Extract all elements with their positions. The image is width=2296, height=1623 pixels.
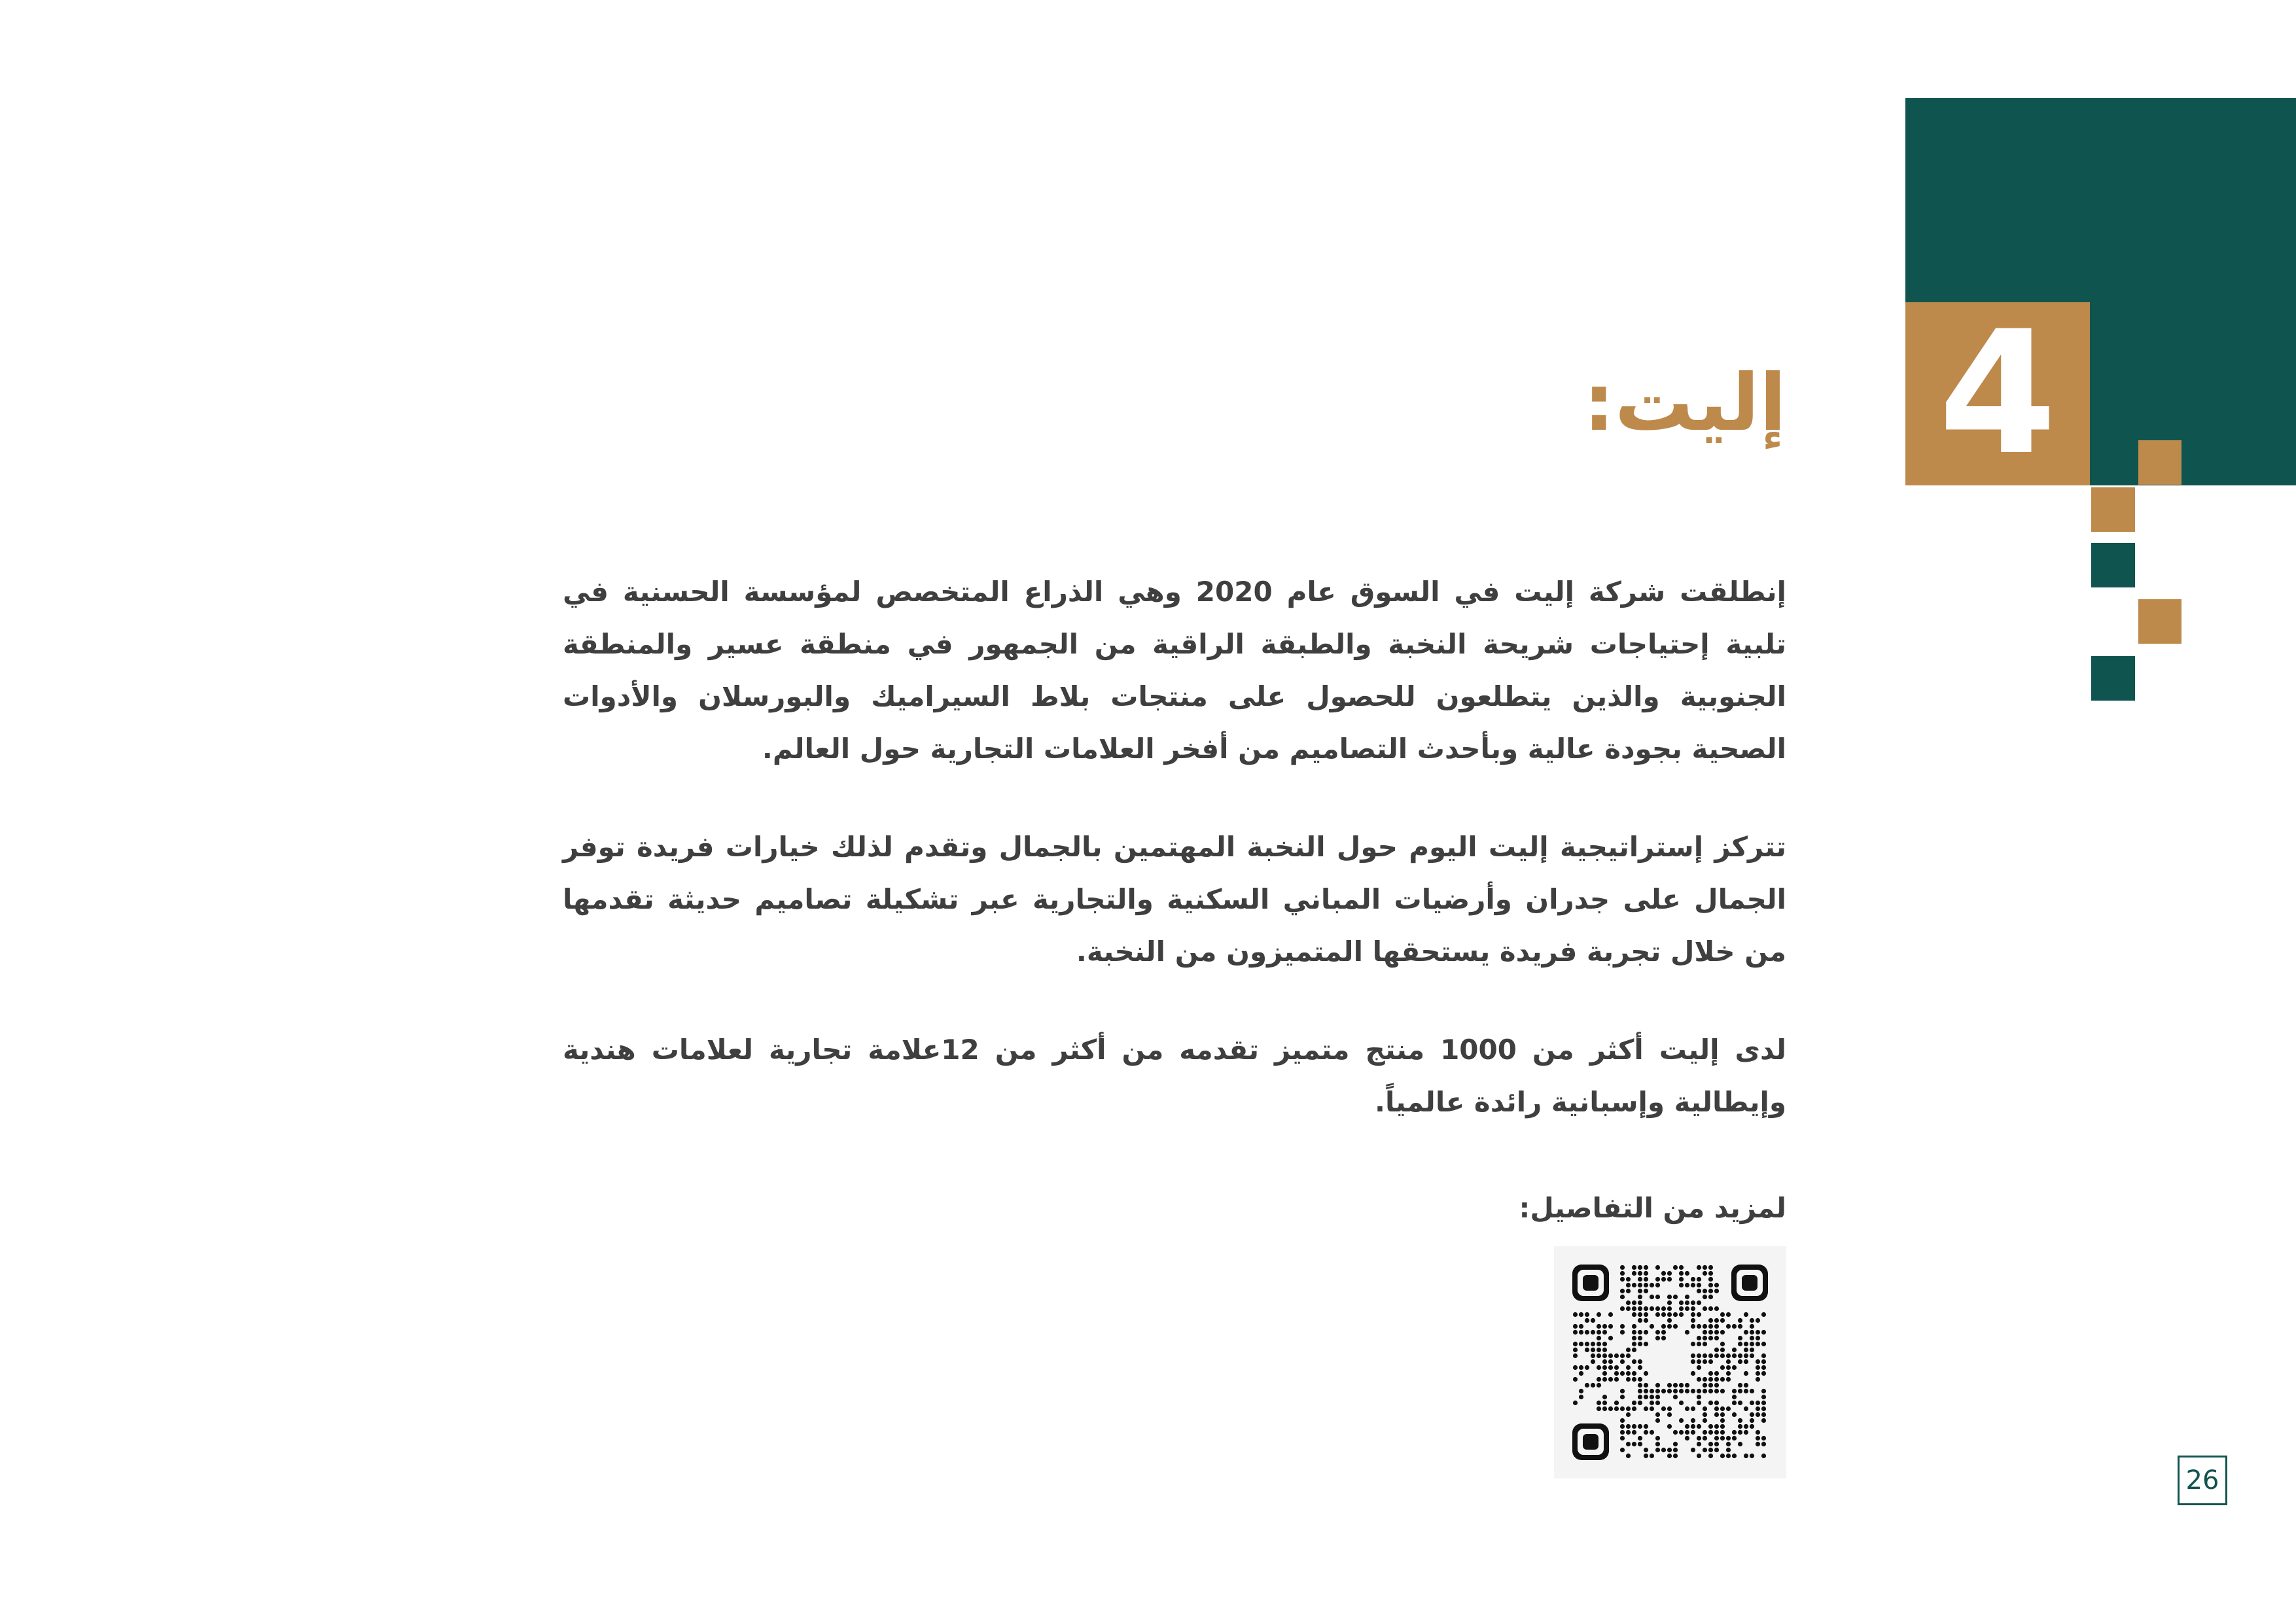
qr-finder-top-left — [1572, 1265, 1609, 1301]
qr-code-icon[interactable] — [1554, 1246, 1786, 1478]
paragraph-3: لدى إليت أكثر من 1000 منتج متميز تقدمه من أكثر من 12علامة تجارية لعلامات هندية وإيطالية وإسبانية رائدة عالمياً. — [563, 1034, 1787, 1118]
qr-code-graphic — [1554, 1246, 1786, 1478]
decor-square-teal-2 — [2091, 656, 2135, 701]
qr-finder-top-right — [1731, 1265, 1768, 1301]
page-number: 26 — [2178, 1456, 2227, 1505]
decor-square-gold-2 — [2091, 487, 2135, 532]
qr-finder-bottom-left — [1572, 1423, 1609, 1460]
decor-square-teal-1 — [2091, 543, 2135, 587]
paragraph-1: إنطلقت شركة إليت في السوق عام 2020 وهي الذراع المتخصص لمؤسسة الحسنية في تلبية إحتياجات شريحة النخبة والطبقة الراقية من الجمهور في منطقة عسير والمنطقة الجنوبية والذين يتطلعون للحصول على منتجات بلاط السيراميك والبورسلان والأدوات الصحية بجودة عالية وبأحدث التصاميم من أفخر العلامات التجارية حول العالم. — [563, 576, 1786, 765]
paragraph-2: تتركز إستراتيجية إليت اليوم حول النخبة المهتمين بالجمال وتقدم لذلك خيارات فريدة توفر الجمال على جدران وأرضيات المباني السكنية والتجارية عبر تشكيلة تصاميم حديثة تقدمها من خلال تجربة فريدة يستحقها المتميزون من النخبة. — [563, 831, 1786, 968]
decor-square-gold-3 — [2138, 599, 2181, 644]
decor-square-gold-1 — [2138, 440, 2181, 485]
section-number: 4 — [1938, 295, 2057, 493]
section-number-block — [1905, 295, 2090, 493]
page-title: إليت: — [1583, 358, 1786, 449]
more-details-label: لمزيد من التفاصيل: — [1519, 1192, 1786, 1224]
body-text — [563, 566, 1786, 1174]
